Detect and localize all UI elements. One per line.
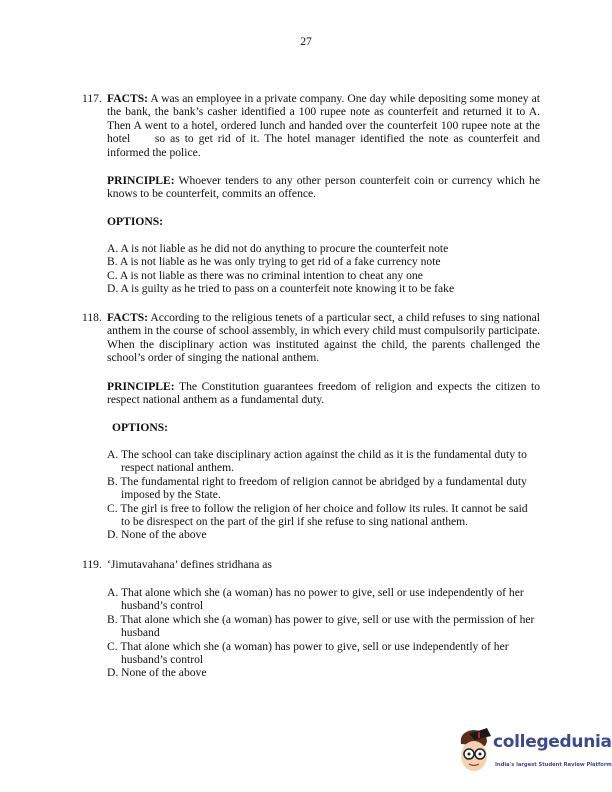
option-b: B. That alone which she (a woman) has power to give, sell or use with the permission of her husband	[107, 612, 535, 640]
option-c: C. That alone which she (a woman) has power to give, sell or use independently of her husband’s control	[107, 639, 509, 667]
facts-label: FACTS:	[107, 92, 149, 105]
option-d: D. None of the above	[107, 666, 207, 680]
option-d: D. A is guilty as he tried to pass on a counterfeit note knowing it to be fake	[107, 282, 455, 296]
option-b: B. The fundamental right to freedom of religion cannot be abridged by a fundamental duty imposed by the State.	[107, 474, 527, 502]
q117-options	[107, 242, 540, 296]
q118-facts	[107, 311, 540, 365]
q118-principle	[107, 380, 540, 407]
q118-options	[107, 448, 540, 542]
option-d: D. None of the above	[107, 528, 207, 542]
option-b: B. A is not liable as he was only trying to get rid of a fake currency note	[107, 255, 441, 269]
principle-label: PRINCIPLE:	[107, 174, 175, 187]
question-number: 119.	[82, 558, 102, 571]
facts-text: A was an employee in a private company. One day while depositing some money at the bank, the bank’s casher identified a 100 rupee note as counterfeit and returned it to A. Then A went to a hotel, ordered lunch and handed over the counterfeit 100 rupee note at the hotel so as to get rid of it. The hotel manager identified the note as counterfeit and informed the police.	[107, 92, 543, 159]
principle-label: PRINCIPLE:	[107, 380, 175, 393]
principle-text: Whoever tenders to any other person counterfeit coin or currency which he knows to be counterfeit, commits an offence.	[107, 174, 540, 201]
options-label: OPTIONS:	[107, 215, 164, 228]
collegedunia-logo	[455, 726, 612, 776]
options-heading	[107, 215, 540, 228]
option-a: A. The school can take disciplinary action against the child as it is the fundamental duty to respect national anthem.	[107, 448, 527, 475]
question-number: 117.	[82, 92, 102, 105]
option-c: C. The girl is free to follow the religion of her choice and follow its rules. It cannot be said to be disrespect on the part of the girl if she refuse to sing national anthem.	[107, 501, 528, 529]
option-c: C. A is not liable as there was no criminal intention to cheat any one	[107, 268, 423, 282]
facts-label: FACTS:	[107, 311, 149, 324]
page-number: 27	[300, 35, 312, 48]
facts-text: According to the religious tenets of a particular sect, a child refuses to sing national anthem in the course of school assembly, in which every child must compulsorily participate. When the disciplinary action was instituted against the child, the parents challenged the school’s order of singing the national anthem.	[107, 311, 540, 365]
logo-wordmark: collegedunia	[493, 732, 612, 752]
q119-options	[107, 586, 540, 680]
mascot-icon	[455, 726, 495, 774]
options-heading	[112, 421, 545, 434]
q117-principle	[107, 174, 540, 201]
option-a: A. A is not liable as he did not do anything to procure the counterfeit note	[107, 242, 449, 255]
option-a: A. That alone which she (a woman) has no power to give, sell or use independently of her husband’s control	[107, 586, 524, 613]
logo-tagline: India's largest Student Review Platform	[495, 762, 612, 768]
options-label: OPTIONS:	[112, 421, 169, 434]
question-number: 118.	[82, 311, 102, 324]
principle-text: The Constitution guarantees freedom of religion and expects the citizen to respect national anthem as a fundamental duty.	[107, 380, 540, 407]
q119-stem: ‘Jimutavahana’ defines stridhana as	[107, 558, 272, 571]
q117-facts	[107, 92, 543, 159]
